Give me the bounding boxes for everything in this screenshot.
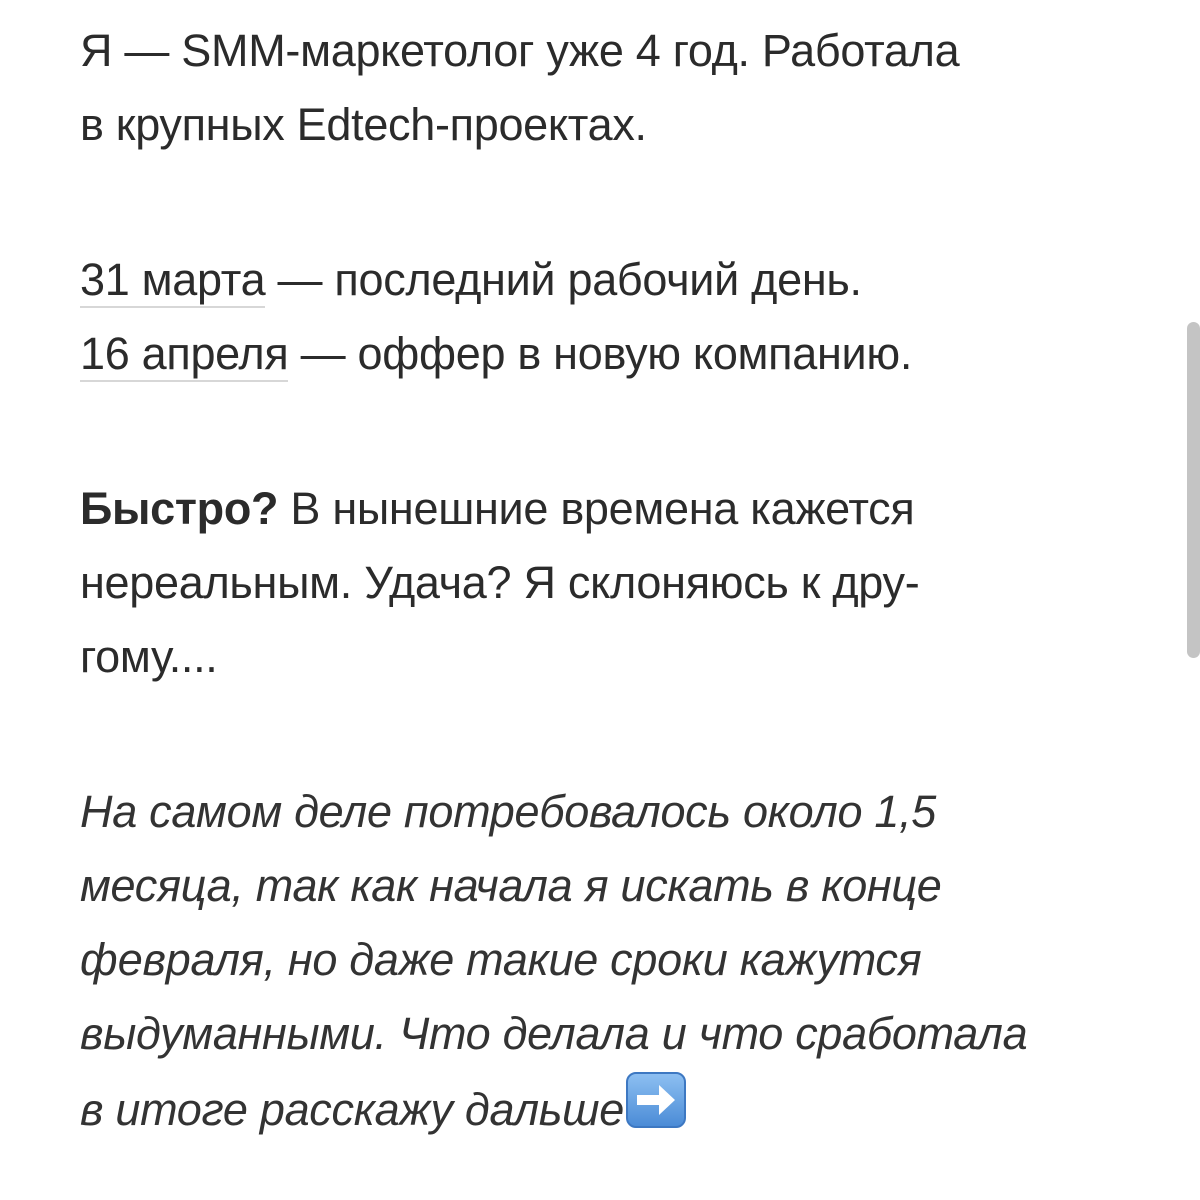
question-line-3: гому.... [80,631,218,682]
italic-line-5 [80,1071,1140,1147]
italic-line-3: февраля, но даже такие сроки кажутся [80,934,922,985]
date-link-april-16[interactable]: 16 апреля [80,328,288,382]
bold-question: Быстро? [80,483,279,534]
right-arrow-icon [625,1071,687,1129]
italic-line-1: На самом деле потребовалось около 1,5 [80,786,937,837]
paragraph-spacer [80,162,1140,243]
italic-line-2: месяца, так как начала я искать в конце [80,860,942,911]
intro-paragraph [80,14,1140,162]
paragraph-spacer [80,391,1140,472]
paragraph-spacer [80,694,1140,775]
last-day-line [80,243,1140,317]
intro-line-2: в крупных Edtech-проектах. [80,99,647,150]
question-line-1-rest: В нынешние времена кажется [278,483,915,534]
offer-line [80,317,1140,391]
offer-text: — оффер в новую компанию. [288,328,913,379]
italic-paragraph [80,775,1140,1147]
last-day-text: — последний рабочий день. [265,254,862,305]
question-line-2: нереальным. Удача? Я склоняюсь к дру- [80,557,920,608]
question-line-1 [80,472,1140,546]
post-content [80,14,1140,1147]
italic-line-5-text: в итоге расскажу дальше [80,1084,624,1135]
scrollbar-thumb[interactable] [1187,322,1200,658]
italic-line-4: выдуманными. Что делала и что сработала [80,1008,1028,1059]
intro-line-1: Я — SMM-маркетолог уже 4 год. Работала [80,25,960,76]
dates-paragraph [80,243,1140,391]
question-paragraph [80,472,1140,694]
date-link-march-31[interactable]: 31 марта [80,254,265,308]
